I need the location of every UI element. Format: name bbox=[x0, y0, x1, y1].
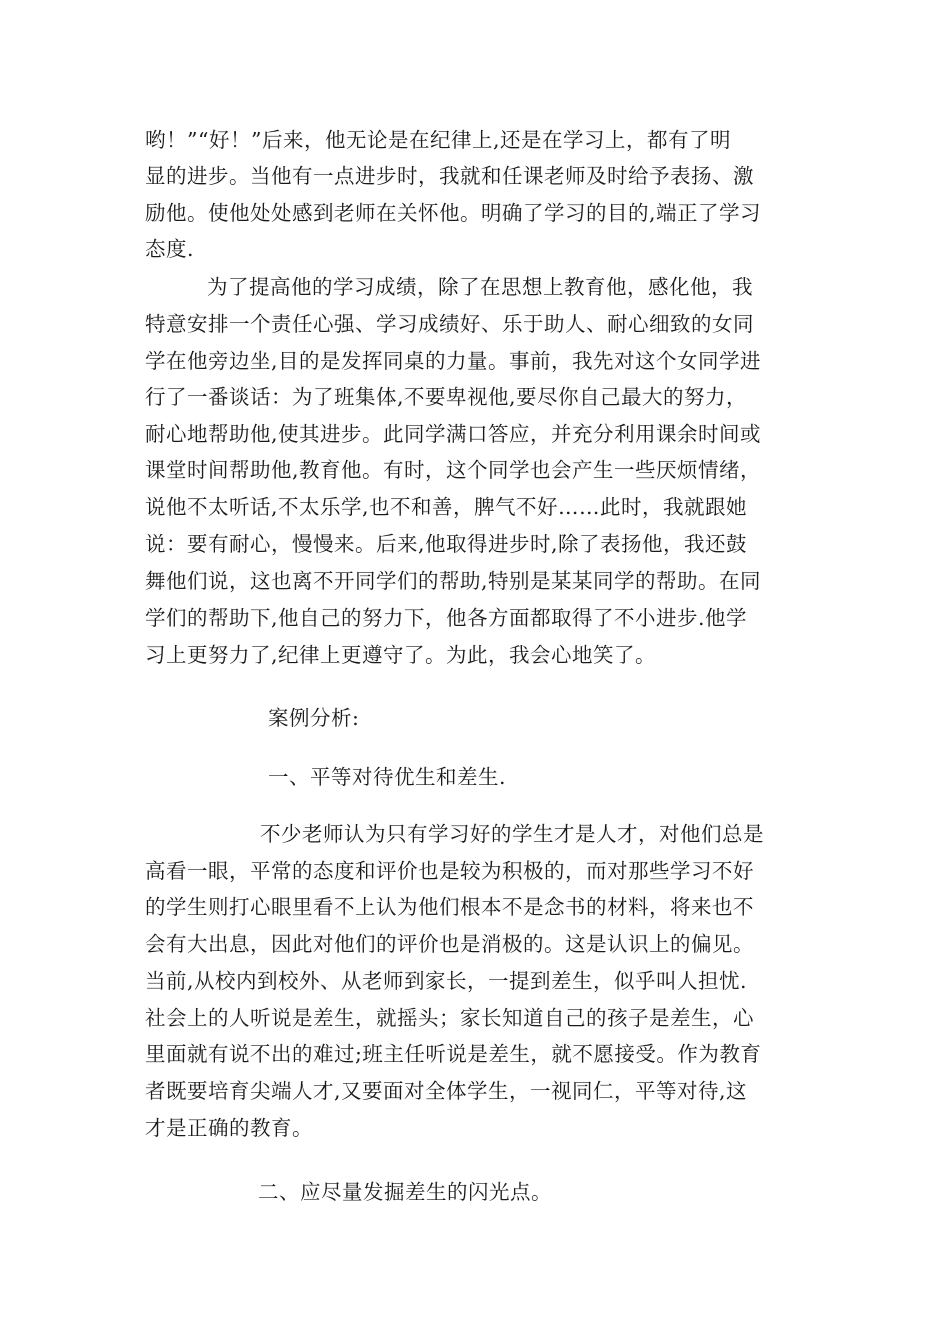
text-line: 学在他旁边坐,目的是发挥同桌的力量。事前，我先对这个女同学进 bbox=[145, 349, 762, 373]
text-line: 学们的帮助下,他自己的努力下，他各方面都取得了不小进步.他学 bbox=[145, 606, 748, 630]
text-line: 舞他们说，这也离不开同学们的帮助,特别是某某同学的帮助。在同 bbox=[145, 569, 762, 593]
text-line: 高看一眼，平常的态度和评价也是较为积极的，而对那些学习不好 bbox=[145, 859, 754, 883]
section-heading-two: 二、应尽量发掘差生的闪光点。 bbox=[258, 1180, 552, 1204]
text-line: 显的进步。当他有一点进步时，我就和任课老师及时给予表扬、激 bbox=[145, 164, 754, 188]
text-line: 当前,从校内到校外、从老师到家长，一提到差生，似乎叫人担忧. bbox=[145, 969, 748, 993]
text-line: 会有大出息，因此对他们的评价也是消极的。这是认识上的偏见。 bbox=[145, 932, 754, 956]
text-line: 特意安排一个责任心强、学习成绩好、乐于助人、耐心细致的女同 bbox=[145, 312, 754, 336]
text-line: 行了一番谈话：为了班集体,不要卑视他,要尽你自己最大的努力， bbox=[145, 385, 748, 409]
text-line: 态度. bbox=[145, 237, 195, 261]
text-line: 里面就有说不出的难过;班主任听说是差生，就不愿接受。作为教育 bbox=[145, 1042, 762, 1066]
text-line: 的学生则打心眼里看不上认为他们根本不是念书的材料，将来也不 bbox=[145, 895, 754, 919]
text-line: 社会上的人听说是差生，就摇头；家长知道自己的孩子是差生，心 bbox=[145, 1006, 754, 1030]
text-line: 耐心地帮助他,使其进步。此同学满口答应，并充分利用课余时间或 bbox=[145, 422, 762, 446]
text-line: 才是正确的教育。 bbox=[145, 1116, 313, 1140]
text-line: 说他不太听话,不太乐学,也不和善，脾气不好……此时，我就跟她 bbox=[145, 495, 748, 519]
text-line: 习上更努力了,纪律上更遵守了。为此，我会心地笑了。 bbox=[145, 643, 657, 667]
section-heading-one: 一、平等对待优生和差生. bbox=[268, 765, 507, 789]
text-line: 励他。使他处处感到老师在关怀他。明确了学习的目的,端正了学习 bbox=[145, 201, 762, 225]
text-line: 说：要有耐心，慢慢来。后来,他取得进步时,除了表扬他，我还鼓 bbox=[145, 532, 748, 556]
text-line: 为了提高他的学习成绩，除了在思想上教育他，感化他，我 bbox=[207, 275, 753, 299]
section-heading-analysis: 案例分析: bbox=[268, 706, 360, 730]
text-line: 者既要培育尖端人才,又要面对全体学生，一视同仁，平等对待,这 bbox=[145, 1079, 748, 1103]
text-line: 课堂时间帮助他,教育他。有时，这个同学也会产生一些厌烦情绪， bbox=[145, 458, 762, 482]
text-line: 哟！”“好！”后来，他无论是在纪律上,还是在学习上，都有了明 bbox=[145, 128, 731, 152]
text-line: 不少老师认为只有学习好的学生才是人才，对他们总是 bbox=[260, 822, 764, 846]
